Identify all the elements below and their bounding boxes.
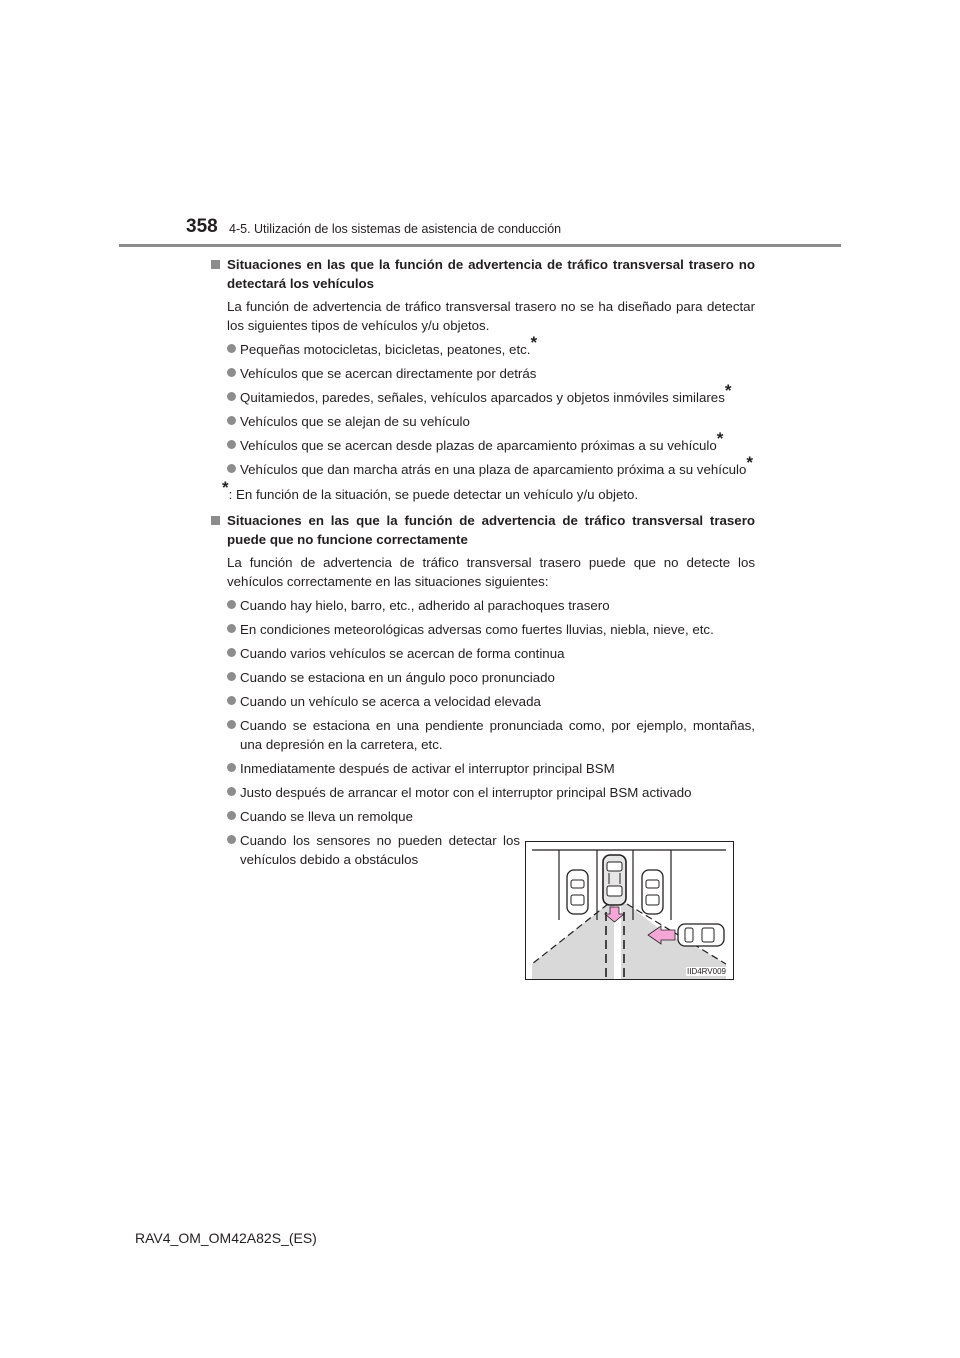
list-item: Vehículos que dan marcha atrás en una plaza de aparcamiento próxima a su vehículo* bbox=[210, 460, 755, 479]
list-item: Cuando se estaciona en una pendiente pronunciada como, por ejemplo, montañas, una depresión en la carretera, etc. bbox=[210, 716, 755, 754]
footer-doc-id: RAV4_OM_OM42A82S_(ES) bbox=[135, 1230, 317, 1246]
list-item: Vehículos que se acercan desde plazas de aparcamiento próximas a su vehículo* bbox=[210, 436, 755, 455]
main-content bbox=[210, 255, 755, 869]
list-item: Cuando los sensores no pueden detectar los vehículos debido a obstáculos bbox=[210, 831, 520, 869]
section1-intro: La función de advertencia de tráfico transversal trasero no se ha diseñado para detectar los siguientes tipos de vehículos y/u objetos. bbox=[227, 299, 755, 333]
own-vehicle bbox=[603, 855, 626, 905]
footnote-star: * bbox=[222, 478, 229, 497]
approaching-car bbox=[678, 924, 724, 946]
list-item: Cuando hay hielo, barro, etc., adherido al parachoques trasero bbox=[210, 596, 755, 615]
detection-zone-left bbox=[532, 904, 614, 979]
list-item: En condiciones meteorológicas adversas como fuertes lluvias, niebla, nieve, etc. bbox=[210, 620, 755, 639]
parked-car-right bbox=[642, 870, 663, 914]
list-item: Vehículos que se acercan directamente por detrás bbox=[210, 364, 755, 383]
list-item: Cuando un vehículo se acerca a velocidad elevada bbox=[210, 692, 755, 711]
section2-intro: La función de advertencia de tráfico transversal trasero puede que no detecte los vehículos correctamente en las situaciones siguientes: bbox=[227, 555, 755, 589]
section-title: 4-5. Utilización de los sistemas de asistencia de conducción bbox=[229, 222, 562, 236]
list-item: Quitamiedos, paredes, señales, vehículos aparcados y objetos inmóviles similares* bbox=[210, 388, 755, 407]
footnote-star: * bbox=[746, 453, 753, 472]
footnote-star: * bbox=[530, 333, 538, 352]
list-item: Inmediatamente después de activar el interruptor principal BSM bbox=[210, 759, 755, 778]
section2-list bbox=[210, 596, 755, 869]
section1-list bbox=[210, 333, 755, 479]
figure-code: IID4RV009 bbox=[687, 967, 726, 976]
list-item: Vehículos que se alejan de su vehículo bbox=[210, 412, 755, 431]
list-item: Cuando varios vehículos se acercan de forma continua bbox=[210, 644, 755, 663]
parked-car-left bbox=[567, 870, 588, 914]
page-number: 358 bbox=[186, 216, 218, 237]
footnote bbox=[210, 478, 755, 504]
section2-heading: Situaciones en las que la función de advertencia de tráfico transversal trasero puede que no funcione correctamente bbox=[210, 511, 755, 549]
list-item: Cuando se estaciona en un ángulo poco pronunciado bbox=[210, 668, 755, 687]
footnote-text: : En función de la situación, se puede detectar un vehículo y/u objeto. bbox=[228, 487, 639, 502]
list-item: Justo después de arrancar el motor con el interruptor principal BSM activado bbox=[210, 783, 755, 802]
parking-illustration bbox=[525, 841, 734, 980]
list-item: Pequeñas motocicletas, bicicletas, peatones, etc.* bbox=[210, 340, 755, 359]
footnote-star: * bbox=[716, 429, 724, 448]
parking-diagram bbox=[526, 842, 733, 979]
footnote-star: * bbox=[724, 381, 732, 400]
header-rule bbox=[119, 244, 841, 247]
section1-heading: Situaciones en las que la función de advertencia de tráfico transversal trasero no detectará los vehículos bbox=[210, 255, 755, 293]
list-item: Cuando se lleva un remolque bbox=[210, 807, 755, 826]
